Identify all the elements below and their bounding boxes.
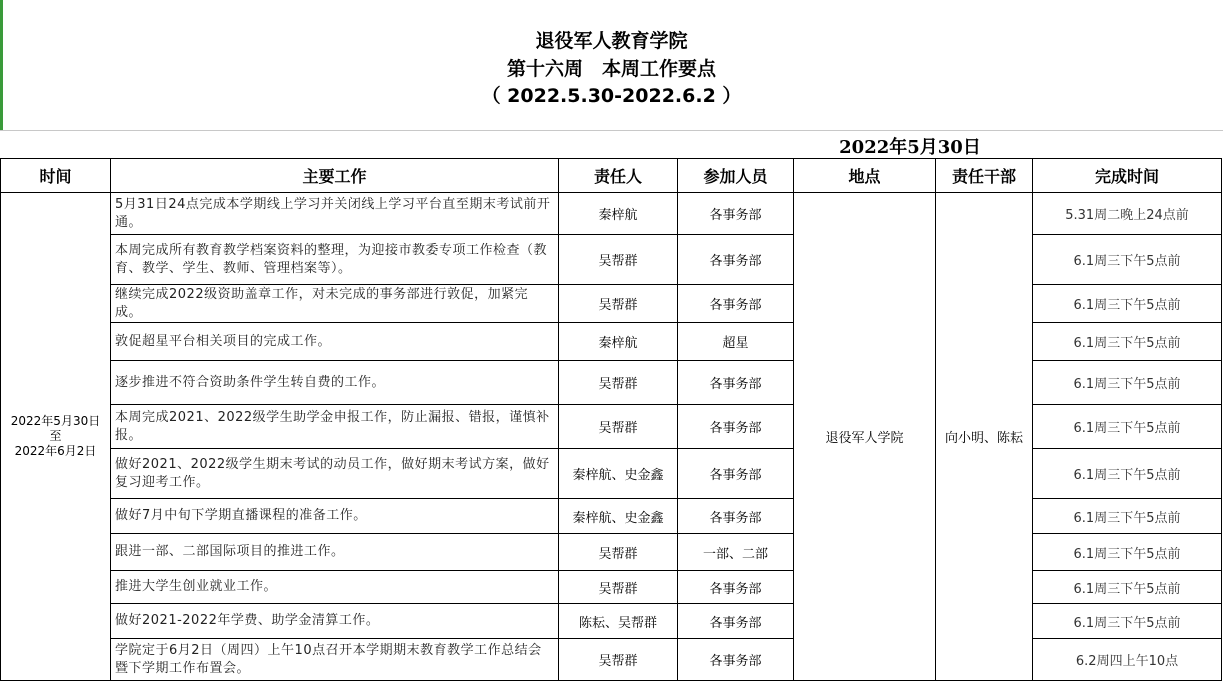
col-main-work: 主要工作 bbox=[111, 159, 559, 193]
owner-cell: 秦梓航、史金鑫 bbox=[559, 499, 678, 534]
deadline-cell: 6.1周三下午5点前 bbox=[1033, 361, 1222, 405]
owner-cell: 秦梓航 bbox=[559, 323, 678, 361]
period-end: 2022年6月2日 bbox=[14, 444, 97, 458]
participants-cell: 各事务部 bbox=[678, 639, 794, 681]
table-row bbox=[1, 534, 1222, 571]
work-cell: 做好7月中旬下学期直播课程的准备工作。 bbox=[111, 499, 559, 534]
owner-cell: 秦梓航 bbox=[559, 193, 678, 235]
participants-cell: 各事务部 bbox=[678, 193, 794, 235]
header-row bbox=[1, 159, 1222, 193]
deadline-cell: 6.2周四上午10点 bbox=[1033, 639, 1222, 681]
participants-cell: 各事务部 bbox=[678, 571, 794, 604]
date-range: （ 2022.5.30-2022.6.2 ） bbox=[481, 85, 742, 107]
col-location: 地点 bbox=[794, 159, 936, 193]
table-row bbox=[1, 405, 1222, 449]
work-cell: 逐步推进不符合资助条件学生转自费的工作。 bbox=[111, 361, 559, 405]
deadline-cell: 6.1周三下午5点前 bbox=[1033, 235, 1222, 285]
owner-cell: 吴帮群 bbox=[559, 285, 678, 323]
date-row bbox=[0, 131, 1223, 158]
col-participants: 参加人员 bbox=[678, 159, 794, 193]
work-cell: 5月31日24点完成本学期线上学习并关闭线上学习平台直至期末考试前开通。 bbox=[111, 193, 559, 235]
owner-cell: 吴帮群 bbox=[559, 361, 678, 405]
location-cell: 退役军人学院 bbox=[794, 193, 936, 681]
owner-cell: 吴帮群 bbox=[559, 534, 678, 571]
owner-cell: 吴帮群 bbox=[559, 405, 678, 449]
table-row bbox=[1, 323, 1222, 361]
period-to: 至 bbox=[49, 429, 62, 443]
period-cell bbox=[1, 193, 111, 681]
deadline-cell: 6.1周三下午5点前 bbox=[1033, 604, 1222, 639]
table-row bbox=[1, 193, 1222, 235]
work-cell: 做好2021、2022级学生期末考试的动员工作，做好期末考试方案，做好复习迎考工作。 bbox=[111, 449, 559, 499]
participants-cell: 各事务部 bbox=[678, 361, 794, 405]
owner-cell: 吴帮群 bbox=[559, 639, 678, 681]
table-row bbox=[1, 235, 1222, 285]
table-row bbox=[1, 499, 1222, 534]
date-label: 2022年5月30日 bbox=[839, 137, 981, 158]
participants-cell: 各事务部 bbox=[678, 604, 794, 639]
deadline-cell: 6.1周三下午5点前 bbox=[1033, 571, 1222, 604]
document-header bbox=[0, 0, 1223, 131]
work-cell: 敦促超星平台相关项目的完成工作。 bbox=[111, 323, 559, 361]
col-time: 时间 bbox=[1, 159, 111, 193]
deadline-cell: 6.1周三下午5点前 bbox=[1033, 499, 1222, 534]
period-start: 2022年5月30日 bbox=[10, 414, 101, 428]
work-cell: 继续完成2022级资助盖章工作，对未完成的事务部进行敦促，加紧完成。 bbox=[111, 285, 559, 323]
table-row bbox=[1, 604, 1222, 639]
work-cell: 学院定于6月2日（周四）上午10点召开本学期期末教育教学工作总结会暨下学期工作布置会。 bbox=[111, 639, 559, 681]
work-cell: 本周完成所有教育教学档案资料的整理，为迎接市教委专项工作检查（教育、教学、学生、教师、管理档案等）。 bbox=[111, 235, 559, 285]
school-title: 退役军人教育学院 bbox=[535, 30, 688, 52]
participants-cell: 超星 bbox=[678, 323, 794, 361]
deadline-cell: 6.1周三下午5点前 bbox=[1033, 449, 1222, 499]
deadline-cell: 6.1周三下午5点前 bbox=[1033, 534, 1222, 571]
leaders-cell: 向小明、陈耘 bbox=[936, 193, 1033, 681]
participants-cell: 一部、二部 bbox=[678, 534, 794, 571]
col-owner: 责任人 bbox=[559, 159, 678, 193]
participants-cell: 各事务部 bbox=[678, 405, 794, 449]
table-row bbox=[1, 571, 1222, 604]
deadline-cell: 5.31周二晚上24点前 bbox=[1033, 193, 1222, 235]
owner-cell: 吴帮群 bbox=[559, 235, 678, 285]
work-cell: 跟进一部、二部国际项目的推进工作。 bbox=[111, 534, 559, 571]
owner-cell: 秦梓航、史金鑫 bbox=[559, 449, 678, 499]
deadline-cell: 6.1周三下午5点前 bbox=[1033, 323, 1222, 361]
work-cell: 推进大学生创业就业工作。 bbox=[111, 571, 559, 604]
work-cell: 做好2021-2022年学费、助学金清算工作。 bbox=[111, 604, 559, 639]
deadline-cell: 6.1周三下午5点前 bbox=[1033, 285, 1222, 323]
work-plan-table bbox=[0, 158, 1222, 681]
participants-cell: 各事务部 bbox=[678, 449, 794, 499]
col-leaders: 责任干部 bbox=[936, 159, 1033, 193]
owner-cell: 吴帮群 bbox=[559, 571, 678, 604]
deadline-cell: 6.1周三下午5点前 bbox=[1033, 405, 1222, 449]
table-row bbox=[1, 361, 1222, 405]
table-row bbox=[1, 639, 1222, 681]
participants-cell: 各事务部 bbox=[678, 235, 794, 285]
owner-cell: 陈耘、吴帮群 bbox=[559, 604, 678, 639]
participants-cell: 各事务部 bbox=[678, 285, 794, 323]
work-cell: 本周完成2021、2022级学生助学金申报工作，防止漏报、错报，谨慎补报。 bbox=[111, 405, 559, 449]
week-title: 第十六周 本周工作要点 bbox=[506, 58, 716, 80]
col-deadline: 完成时间 bbox=[1033, 159, 1222, 193]
table-row bbox=[1, 449, 1222, 499]
participants-cell: 各事务部 bbox=[678, 499, 794, 534]
table-row bbox=[1, 285, 1222, 323]
